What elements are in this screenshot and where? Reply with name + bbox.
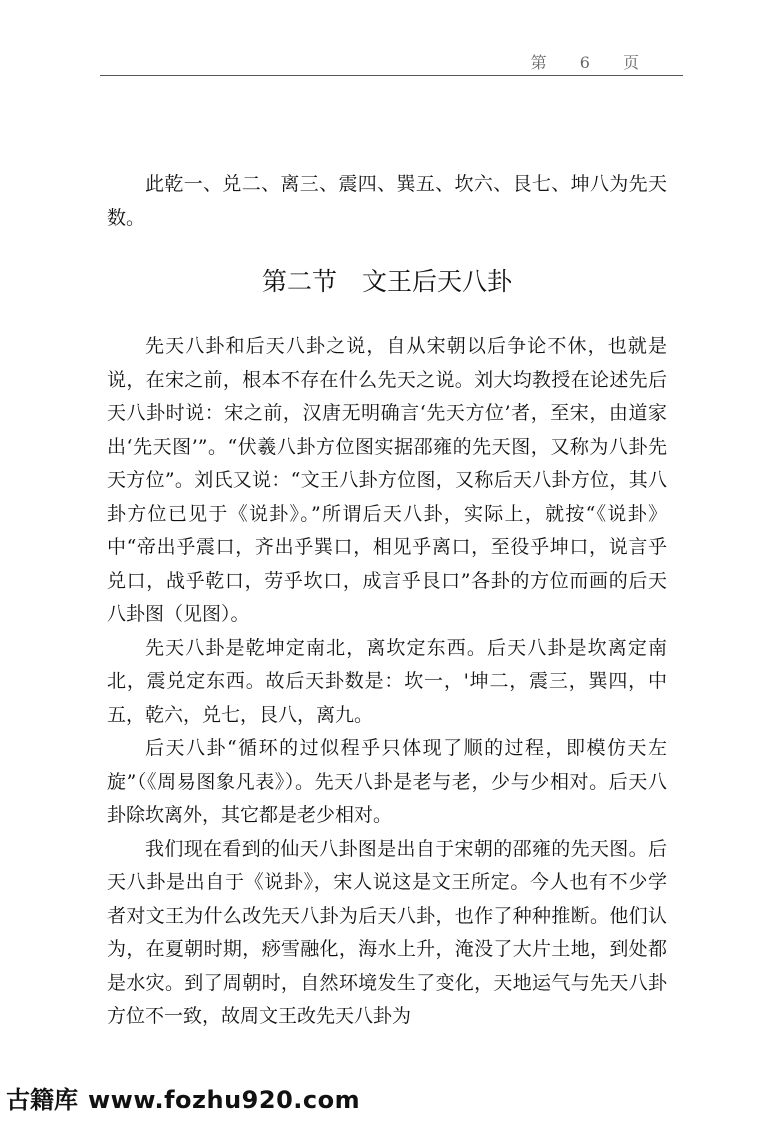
main-text xyxy=(107,330,667,1034)
site-watermark xyxy=(6,1080,360,1116)
site-url: www.fozhu920.com xyxy=(88,1086,361,1114)
page-header xyxy=(100,50,683,76)
page-number: 第 6 页 xyxy=(530,53,653,72)
site-name: 古籍库 xyxy=(6,1086,78,1114)
body-paragraph: 后天八卦“循环的过似程乎只体现了顺的过程，即模仿天左旋”（《周易图象凡表》）。先天八卦是老与老，少与少相对。后天八卦除坎离外，其它都是老少相对。 xyxy=(107,737,667,826)
intro-paragraph: 此乾一、兑二、离三、震四、巽五、坎六、艮七、坤八为先天数。 xyxy=(107,173,667,229)
body-paragraph: 先天八卦是乾坤定南北，离坎定东西。后天八卦是坎离定南北，震兑定东西。故后天卦数是：坎一，'坤二，震三，巽四，中五，乾六，兑七，艮八，离九。 xyxy=(107,636,667,726)
body-paragraph: 我们现在看到的仙天八卦图是出自于宋朝的邵雍的先天图。后天八卦是出自于《说卦》，宋人说这是文王所定。今人也有不少学者对文王为什么改先天八卦为后天八卦，也作了种种推断。他们认为，在夏朝时期，痧雪融化，海水上升，淹没了大片土地，到处都是水灾。到了周朝时，自然环境发生了变化，天地运气与先天八卦方位不一致，故周文王改先天八卦为 xyxy=(107,837,667,1027)
section-title: 第二节 文王后天八卦 xyxy=(261,267,512,296)
body-paragraph: 先天八卦和后天八卦之说，自从宋朝以后争论不休，也就是说，在宋之前，根本不存在什么先天之说。刘大均教授在论述先后天八卦时说：宋之前，汉唐无明确言‘先天方位’者，至宋，由道家出‘先天图’”。“伏羲八卦方位图实据邵雍的先天图，又称为八卦先天方位”。刘氏又说：“文王八卦方位图，又称后天八卦方位，其八卦方位已见于《说卦》。”所谓后天八卦，实际上，就按“《说卦》中“帝出乎震口，齐出乎巽口，相见乎离口，至役乎坤口，说言乎兑口，战乎乾口，劳乎坎口，成言乎艮口”各卦的方位而画的后天八卦图（见图）。 xyxy=(107,335,667,625)
intro-block xyxy=(107,168,667,235)
